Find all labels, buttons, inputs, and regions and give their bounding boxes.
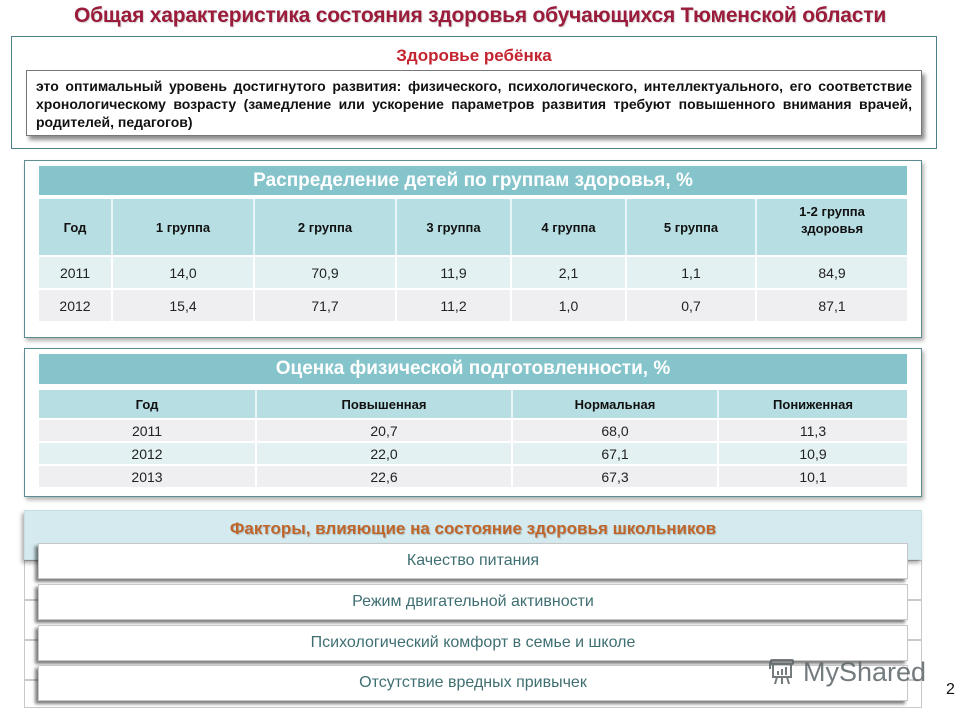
table-row	[39, 288, 907, 321]
table-cell: 70,9	[255, 255, 397, 288]
table-cell: 67,1	[513, 441, 719, 464]
table-cell: 84,9	[757, 255, 907, 288]
table-cell: 87,1	[757, 288, 907, 321]
factors-title: Факторы, влияющие на состояние здоровья школьников	[229, 519, 717, 538]
table-cell: 14,0	[113, 255, 255, 288]
factor-item: Психологический комфорт в семье и школе	[38, 625, 908, 661]
column-header: 4 группа	[512, 199, 627, 255]
table-cell: 2012	[39, 288, 113, 321]
table-cell: 2012	[39, 441, 257, 464]
table-cell: 2013	[39, 464, 257, 487]
table-header-row	[39, 199, 907, 255]
table-cell: 2011	[39, 418, 257, 441]
health-groups-table	[39, 199, 907, 321]
table-cell: 10,1	[719, 464, 907, 487]
definition-heading: Здоровье ребёнка	[396, 46, 552, 65]
table-cell: 10,9	[719, 441, 907, 464]
table-cell: 15,4	[113, 288, 255, 321]
fitness-panel	[24, 348, 922, 497]
health-groups-title: Распределение детей по группам здоровья, %	[39, 166, 907, 195]
factor-item: Режим двигательной активности	[38, 584, 908, 620]
watermark-text: MyShared	[803, 656, 927, 687]
presentation-board-icon	[767, 657, 797, 687]
definition-text: это оптимальный уровень достигнутого развития: физического, психологического, интеллектуального, его соответствие хронологическому возрасту (замедление или ускорение параметров развития требуют повышенного внимания врачей, родителей, педагогов)	[26, 70, 922, 136]
factor-item: Отсутствие вредных привычек	[38, 665, 908, 701]
table-cell: 22,6	[257, 464, 513, 487]
table-row	[39, 441, 907, 464]
table-cell: 22,0	[257, 441, 513, 464]
table-header-row	[39, 390, 907, 418]
table-cell: 0,7	[627, 288, 757, 321]
column-header: Пониженная	[719, 390, 907, 418]
column-header: 5 группа	[627, 199, 757, 255]
table-cell: 2,1	[512, 255, 627, 288]
table-row	[39, 255, 907, 288]
table-cell: 68,0	[513, 418, 719, 441]
page-number: 2	[946, 681, 955, 698]
table-cell: 20,7	[257, 418, 513, 441]
table-cell: 2011	[39, 255, 113, 288]
table-cell: 1,0	[512, 288, 627, 321]
column-header: 1 группа	[113, 199, 255, 255]
table-cell: 11,3	[719, 418, 907, 441]
slide-title: Общая характеристика состояния здоровья обучающихся Тюменской области	[73, 4, 887, 27]
column-header: Год	[39, 199, 113, 255]
column-header: 1-2 группа здоровья	[757, 199, 907, 255]
fitness-title: Оценка физической подготовленности, %	[39, 354, 907, 384]
table-cell: 11,9	[397, 255, 512, 288]
health-groups-panel	[24, 160, 922, 338]
column-header: 3 группа	[397, 199, 512, 255]
table-cell: 11,2	[397, 288, 512, 321]
table-cell: 1,1	[627, 255, 757, 288]
table-cell: 71,7	[255, 288, 397, 321]
table-row	[39, 418, 907, 441]
column-header: 2 группа	[255, 199, 397, 255]
factor-item: Качество питания	[38, 543, 908, 579]
table-cell: 67,3	[513, 464, 719, 487]
column-header: Год	[39, 390, 257, 418]
column-header: Нормальная	[513, 390, 719, 418]
definition-panel	[11, 36, 937, 149]
watermark	[767, 656, 926, 688]
fitness-table	[39, 390, 907, 487]
table-row	[39, 464, 907, 487]
column-header: Повышенная	[257, 390, 513, 418]
